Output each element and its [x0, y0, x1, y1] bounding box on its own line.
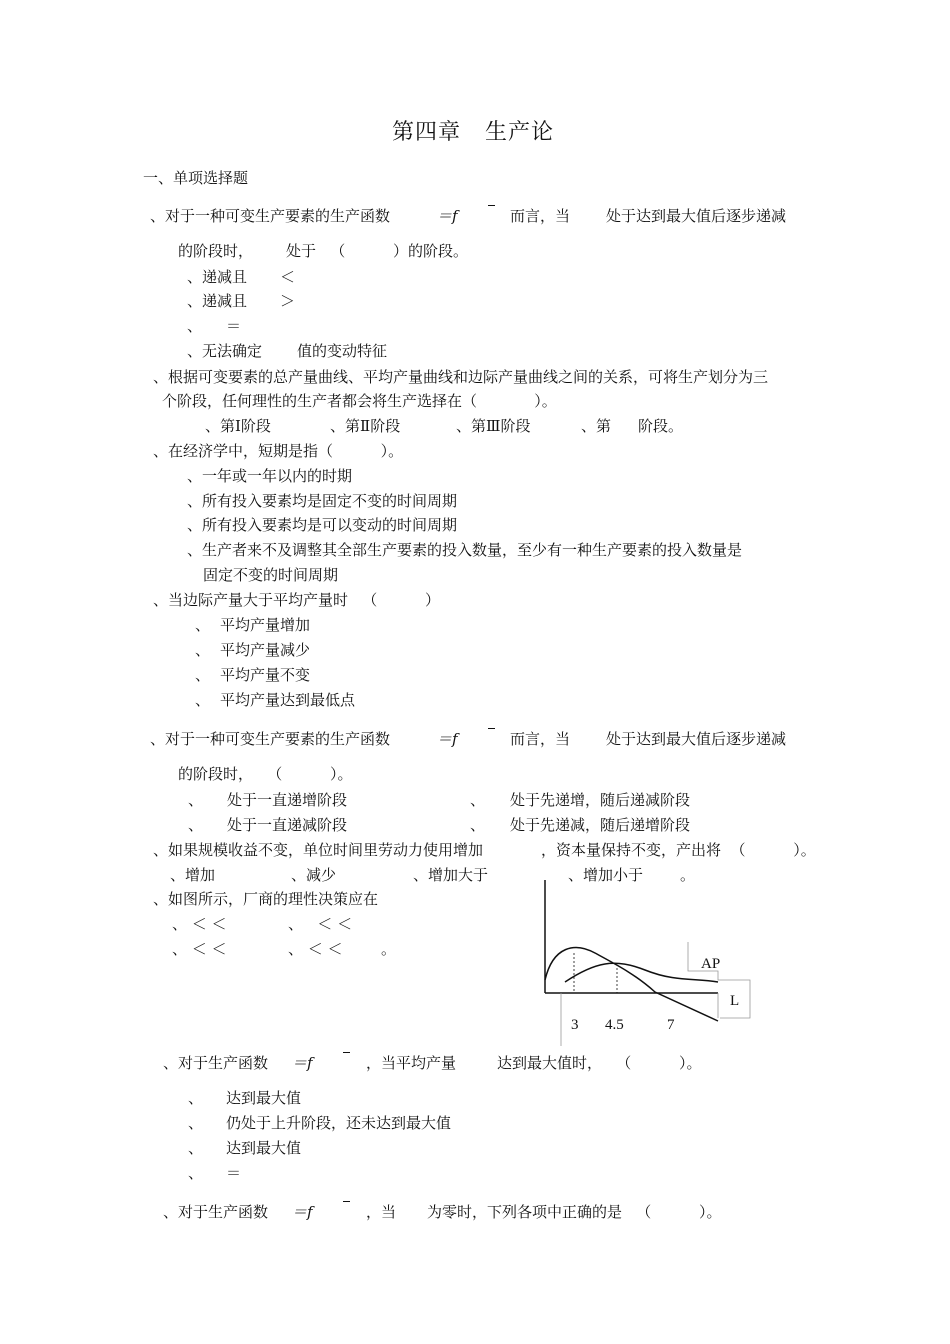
- tick-label: 7: [667, 1017, 675, 1033]
- q8-function: ＝f: [292, 1054, 313, 1072]
- q5-option-b: 处于先递增，随后递减阶段: [510, 791, 691, 809]
- q4-option-a: 平均产量增加: [220, 616, 311, 634]
- q4-option-a-mark: 、: [195, 616, 211, 634]
- q2-option-d: 、第: [581, 417, 612, 435]
- q5-option-c-mark: 、: [188, 816, 204, 834]
- q1-bar-mark: [488, 205, 495, 206]
- q8-option-a-mark: 、: [188, 1089, 204, 1107]
- q5-option-a-mark: 、: [188, 791, 204, 809]
- page-title: 第四章 生产论: [392, 120, 554, 145]
- q6-option-d-tail: 。: [680, 866, 696, 884]
- q8-option-d-mark: 、: [188, 1164, 204, 1182]
- q3-option-c: 、所有投入要素均是可以变动的时间周期: [187, 516, 458, 534]
- q3-option-d: 、生产者来不及调整其全部生产要素的投入数量，至少有一种生产要素的投入数量是: [187, 541, 743, 559]
- q5-option-c: 处于一直递减阶段: [227, 816, 348, 834]
- q9-stem-part: 、对于生产函数: [163, 1203, 269, 1221]
- q1-stem-part: 的阶段时，: [178, 242, 254, 260]
- q5-option-a: 处于一直递增阶段: [227, 791, 348, 809]
- q3-option-d-cont: 固定不变的时间周期: [203, 566, 339, 584]
- q5-option-b-mark: 、: [470, 791, 486, 809]
- q4-option-b-mark: 、: [195, 641, 211, 659]
- q7-option-c: 、 ＜ ＜: [172, 940, 227, 958]
- q8-bar-mark: [343, 1052, 350, 1053]
- l-label: L: [730, 993, 740, 1009]
- q6-option-a: 、增加: [170, 866, 216, 884]
- q6-stem-part: 、如果规模收益不变，单位时间里劳动力使用增加: [153, 841, 484, 859]
- q1-stem-part: 而言，当: [510, 207, 571, 225]
- q5-bar-mark: [488, 728, 495, 729]
- mp-curve: [545, 948, 721, 1021]
- tick-label: 3: [571, 1017, 579, 1033]
- q8-option-a: 达到最大值: [226, 1089, 302, 1107]
- q4-option-d-mark: 、: [195, 691, 211, 709]
- q1-option-c: 、: [187, 317, 203, 335]
- q4-option-c-mark: 、: [195, 666, 211, 684]
- q5-stem-part: 处于达到最大值后逐步递减: [606, 730, 787, 748]
- q6-option-b: 、减少: [291, 866, 337, 884]
- q8-option-b: 仍处于上升阶段，还未达到最大值: [226, 1114, 452, 1132]
- q7-option-d: 、 ＜ ＜: [288, 940, 343, 958]
- q5-stem-part: 、对于一种可变生产要素的生产函数: [150, 730, 391, 748]
- q4-stem: 、当边际产量大于平均产量时 （ ）: [153, 591, 440, 609]
- q1-function: ＝f: [437, 207, 458, 225]
- q8-stem-part: ，当平均产量: [366, 1054, 457, 1072]
- q5-option-d: 处于先递减，随后递增阶段: [510, 816, 691, 834]
- q8-option-d: ＝: [226, 1164, 242, 1182]
- ap-label: AP: [701, 956, 721, 972]
- q1-option-b-sign: ＞: [280, 292, 296, 310]
- q6-option-d: 、增加小于: [568, 866, 644, 884]
- q3-option-a: 、一年或一年以内的时期: [187, 467, 353, 485]
- q2-stem-line1: 、根据可变要素的总产量曲线、平均产量曲线和边际产量曲线之间的关系，可将生产划分为三: [153, 368, 769, 386]
- q1-option-c-sign: ＝: [226, 317, 242, 335]
- q9-stem-part: ，当: [366, 1203, 397, 1221]
- q5-function: ＝f: [437, 730, 458, 748]
- q4-option-c: 平均产量不变: [220, 666, 311, 684]
- q6-stem-part: ，资本量保持不变，产出将 （ ）。: [541, 841, 816, 859]
- q1-stem-part: 、对于一种可变生产要素的生产函数: [150, 207, 391, 225]
- production-curve-figure: [535, 876, 780, 1046]
- q8-option-c: 达到最大值: [226, 1139, 302, 1157]
- q8-option-c-mark: 、: [188, 1139, 204, 1157]
- q7-option-b: 、 ＜ ＜: [288, 915, 353, 933]
- q7-option-d-tail: 。: [381, 940, 397, 958]
- q2-option-c: 、第Ⅲ阶段: [456, 417, 531, 435]
- q9-stem-part: 为零时，下列各项中正确的是 （ ）。: [427, 1203, 722, 1221]
- tick-label: 4.5: [605, 1017, 624, 1033]
- q6-option-c: 、增加大于: [413, 866, 489, 884]
- q2-option-d-tail: 阶段。: [638, 417, 684, 435]
- section-heading: 一、单项选择题: [143, 169, 249, 187]
- q2-option-b: 、第Ⅱ阶段: [330, 417, 401, 435]
- q2-option-a: 、第Ⅰ阶段: [205, 417, 271, 435]
- q8-stem-part: 、对于生产函数: [163, 1054, 269, 1072]
- q3-stem: 、在经济学中，短期是指（ ）。: [153, 442, 404, 460]
- q1-stem-part: 处于达到最大值后逐步递减: [606, 207, 787, 225]
- q1-option-d-tail: 值的变动特征: [297, 342, 388, 360]
- q5-stem-part: 的阶段时， （ ）。: [178, 765, 353, 783]
- q2-stem-line2: 个阶段，任何理性的生产者都会将生产选择在（ ）。: [162, 392, 557, 410]
- q1-stem-part: 处于 （ ）的阶段。: [286, 242, 468, 260]
- q4-option-b: 平均产量减少: [220, 641, 311, 659]
- q5-stem-part: 而言，当: [510, 730, 571, 748]
- q9-function: ＝f: [292, 1203, 313, 1221]
- q4-option-d: 平均产量达到最低点: [220, 691, 356, 709]
- q8-stem-part: 达到最大值时， （ ）。: [497, 1054, 702, 1072]
- q3-option-b: 、所有投入要素均是固定不变的时间周期: [187, 492, 458, 510]
- q8-option-b-mark: 、: [188, 1114, 204, 1132]
- q1-option-a: 、递减且: [187, 268, 248, 286]
- q7-stem: 、如图所示，厂商的理性决策应在: [153, 890, 379, 908]
- q1-option-d: 、无法确定: [187, 342, 263, 360]
- ap-curve: [565, 963, 718, 982]
- q1-option-a-sign: ＜: [280, 268, 296, 286]
- q1-option-b: 、递减且: [187, 292, 248, 310]
- q5-option-d-mark: 、: [470, 816, 486, 834]
- q7-option-a: 、 ＜ ＜: [172, 915, 227, 933]
- q9-bar-mark: [343, 1201, 350, 1202]
